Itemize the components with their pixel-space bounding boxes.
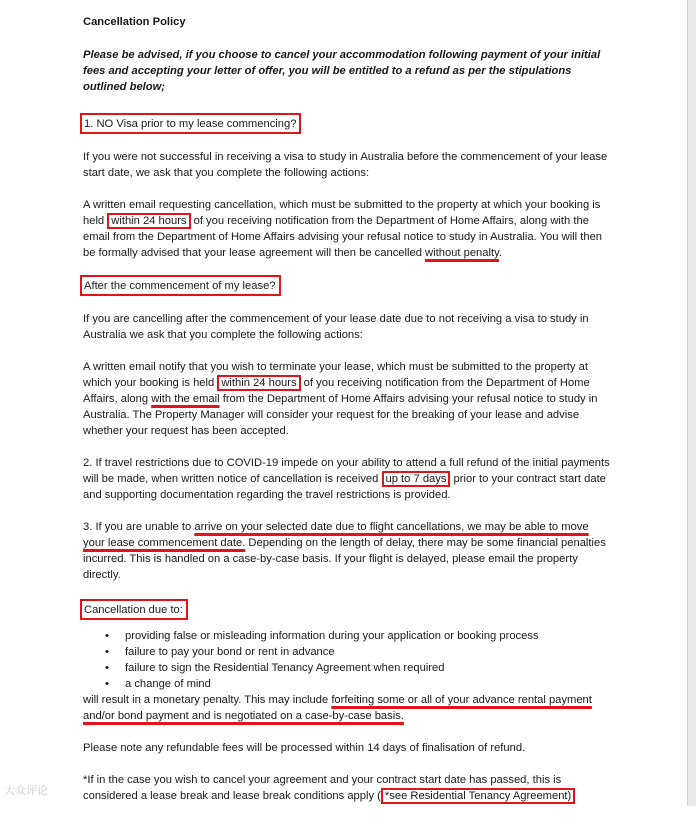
section1-heading-wrap [83,113,613,134]
section1-para2-text-a: A written email requesting cancellation, which must be submitted to the property at which your booking is held [83,199,601,227]
list-item: • failure to pay your bond or rent in advance [125,644,613,660]
cancellation-due-heading-wrap [83,599,613,620]
covid-text-b: prior to your contract start date and supporting documentation regarding the travel restrictions is provided. [83,473,606,501]
section1-paragraph-1: If you were not successful in receiving a visa to study in Australia before the commencement of your lease start date, we ask that you complete the following actions: [83,151,608,179]
section2-paragraph-2 [83,359,613,439]
policy-document [83,14,613,820]
intro-paragraph: Please be advised, if you choose to cancel your accommodation following payment of your initial fees and accepting your letter of offer, you will be entitled to a refund as per the stipulations outlined below; [83,49,601,93]
section2-deadline-highlight: within 24 hours [217,375,300,391]
list-item: • a change of mind [125,676,613,692]
section1-without-penalty-highlight: without penalty [425,247,499,259]
section1-para2-text-b: of you receiving notification from the Department of Home Affairs, along with the email from the Department of Home Affairs advising your refusal notice to study in Australia. You will then be formally advised that your lease agreement will then be cancelled [83,215,603,259]
tenancy-agreement-highlight: *see Residential Tenancy Agreement) [381,788,575,804]
section2-heading-wrap [83,275,613,296]
penalty-paragraph [83,692,613,724]
flight-text-a: 3. If you are unable to [83,521,195,533]
penalty-forfeit-highlight: forfeiting some or all of your advance rental payment and/or bond payment and is negotiated on a case-by-case basis. [83,694,592,722]
section2-para2-text-b: of you receiving notification from the Department of Home Affairs, along [83,377,590,405]
list-item: • providing false or misleading information during your application or booking process [125,628,613,644]
covid-text-a: 2. If travel restrictions due to COVID-19 impede on your ability to attend a full refund of the initial payments will be made, when written notice of cancellation is received [83,457,610,485]
lease-break-paragraph [83,772,613,804]
watermark: 大众评论 [4,785,48,797]
penalty-text-a: will result in a monetary penalty. This may include [83,694,332,706]
section1-para2-text-c: . [498,247,502,259]
document-title: Cancellation Policy [83,16,186,28]
section2-para2-text-c: from the Department of Home Affairs advising your refusal notice to study in Australia. The Property Manager will consider your request for the breaking of your lease and advise whether your request has been accepted. [83,393,598,437]
section1-heading: 1. NO Visa prior to my lease commencing? [80,113,301,134]
flight-cancellation-highlight: arrive on your selected date due to flight cancellations, we may be able to move your lease commencement date. [83,521,589,549]
page-edge [687,0,696,806]
list-item: • failure to sign the Residential Tenancy Agreement when required [125,660,613,676]
section1-deadline-highlight: within 24 hours [107,213,190,229]
section2-email-highlight: with the email [151,393,220,405]
section2-para2-text-a: A written email notify that you wish to terminate your lease, which must be submitted to the property at which your booking is held [83,361,588,389]
covid-notice-period-highlight: up to 7 days [382,471,451,487]
covid-paragraph [83,455,613,503]
lease-break-text: *If in the case you wish to cancel your agreement and your contract start date has passed, this is considered a lease break and lease break conditions apply ( [83,774,562,802]
cancellation-reasons-list [83,628,613,692]
flight-paragraph [83,519,613,583]
section2-heading: After the commencement of my lease? [80,275,281,296]
flight-text-b: Depending on the length of delay, there may be some financial penalties incurred. This is handled on a case-by-case basis. If your flight is delayed, please email the property directly. [83,537,606,581]
refund-note: Please note any refundable fees will be processed within 14 days of finalisation of refund. [83,742,526,754]
cancellation-due-heading: Cancellation due to: [80,599,188,620]
section2-paragraph-1: If you are cancelling after the commencement of your lease date due to not receiving a visa to study in Australia we ask that you complete the following actions: [83,313,589,341]
section1-paragraph-2 [83,197,613,261]
